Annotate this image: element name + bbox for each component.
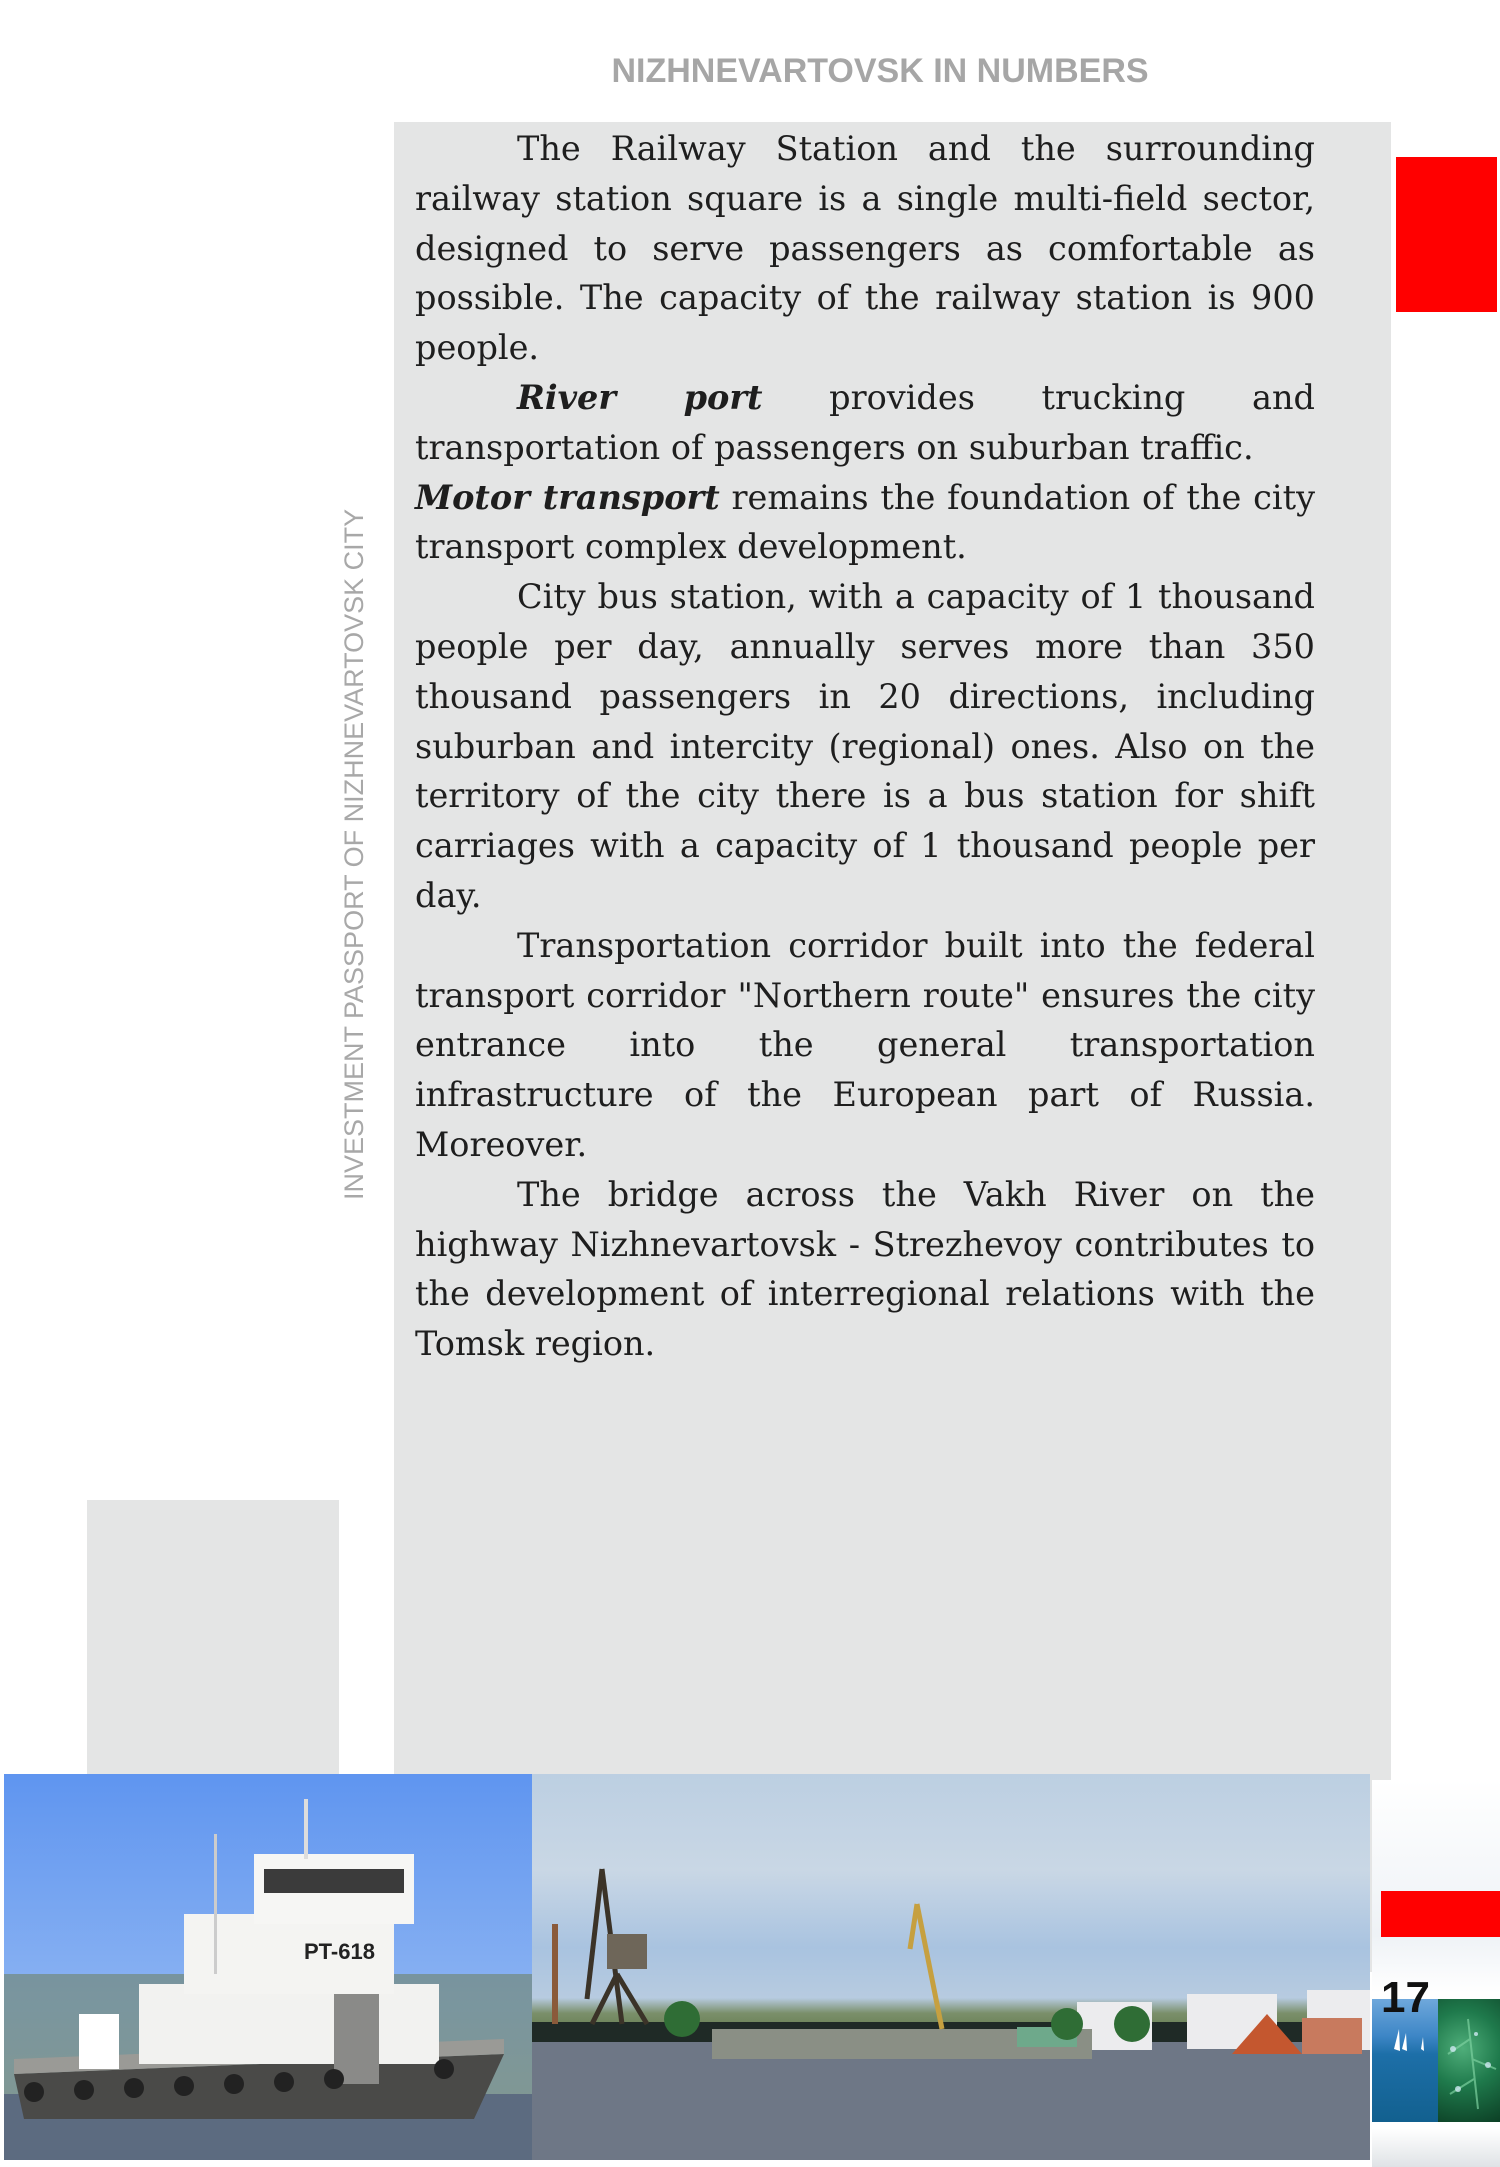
paragraph-lead: River port — [517, 377, 763, 417]
tugboat-photo — [4, 1774, 532, 2160]
paragraph-bus-station — [415, 572, 1315, 921]
accent-bar-top — [1396, 157, 1497, 312]
river-port-photo — [532, 1774, 1370, 2160]
paragraph-text: remains the foundation of the city transport complex development. — [415, 477, 1315, 567]
paragraph-river-port — [415, 373, 1315, 473]
article-body — [415, 124, 1315, 1369]
side-decor-panel — [87, 1500, 339, 1800]
paragraph-text: Transportation corridor built into the federal transport corridor "Northern route" ensures the city entrance into the general transportation infrastructure of the European part of Russia. Moreover. — [415, 925, 1315, 1164]
accent-bar-bottom — [1381, 1891, 1500, 1937]
paragraph-text: provides trucking and transportation of passengers on suburban traffic. — [415, 377, 1315, 467]
paragraph-text: The Railway Station and the surrounding railway station square is a single multi-field sector, designed to serve passengers as comfortable as possible. The capacity of the railway station is 900 people. — [415, 129, 1315, 368]
page-number: 17 — [1381, 1973, 1430, 2022]
paragraph-lead: Motor transport — [415, 477, 720, 517]
paragraph-text: The bridge across the Vakh River on the highway Nizhnevartovsk - Strezhevoy contributes to the development of interregional relations with the Tomsk region. — [415, 1174, 1315, 1364]
paragraph-transport-corridor — [415, 921, 1315, 1170]
paragraph-vakh-bridge — [415, 1170, 1315, 1369]
hull-label: PT-618 — [304, 1939, 375, 1964]
paragraph-motor-transport — [415, 473, 1315, 573]
page-title: NIZHNEVARTOVSK IN NUMBERS — [611, 52, 1149, 90]
fern-thumbnail — [1438, 1999, 1500, 2122]
paragraph-text: City bus station, with a capacity of 1 thousand people per day, annually serves more than 350 thousand passengers in 20 directions, including suburban and intercity (regional) ones. Also on the territory of the city there is a bus station for shift carriages with a capacity of 1 thousand people per day. — [415, 577, 1315, 915]
vertical-section-label: INVESTMENT PASSPORT OF NIZHNEVARTOVSK CITY — [339, 508, 369, 1200]
paragraph-railway-station — [415, 124, 1315, 373]
